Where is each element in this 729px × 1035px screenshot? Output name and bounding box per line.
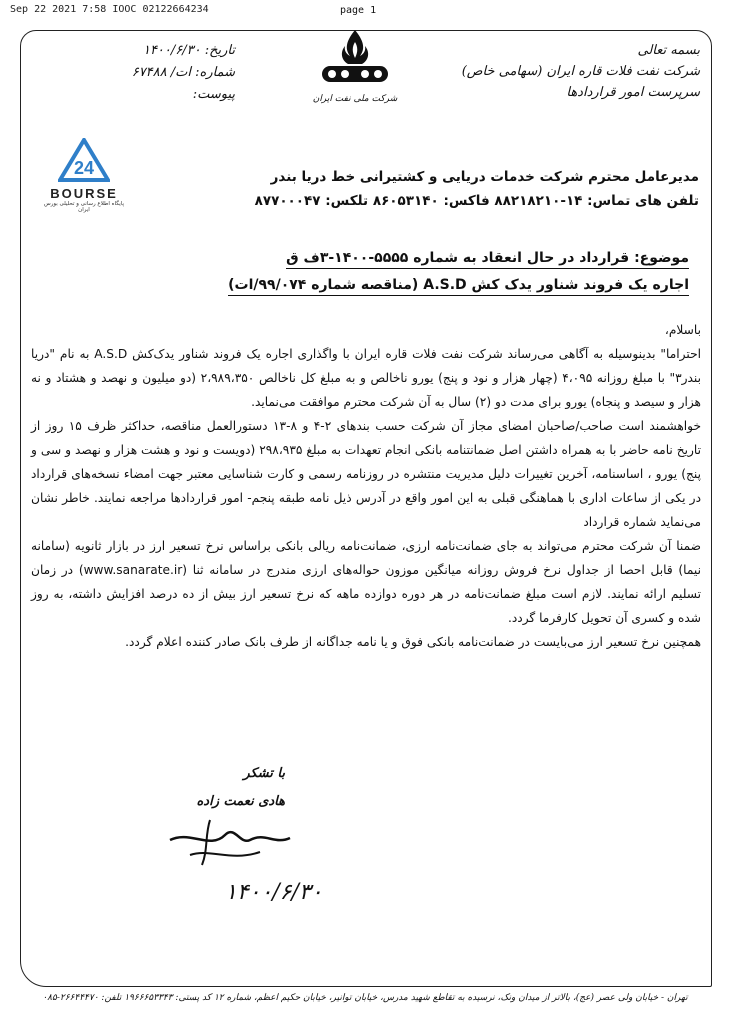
recipient-line1: مدیرعامل محترم شرکت خدمات دریایی و کشتیرانی خط دریا بندر bbox=[270, 169, 699, 185]
recipient-block bbox=[139, 165, 699, 213]
bourse-watermark bbox=[40, 138, 128, 213]
flame-logo-icon bbox=[310, 28, 400, 90]
company-block bbox=[440, 40, 700, 103]
number-label: شماره: bbox=[195, 65, 235, 80]
handwritten-signature-icon bbox=[150, 800, 310, 880]
recipient-line2: تلفن های تماس: ۱۴-۸۸۲۱۸۲۱۰ فاکس: ۸۶۰۵۳۱۴۰ تلکس: ۸۷۷۰۰۰۴۷ bbox=[254, 193, 699, 209]
subject-block bbox=[129, 245, 689, 299]
footer-address: تهران - خیابان ولی عصر (عج)، بالاتر از میدان ونک، نرسیده به تقاطع شهید مدرس، خیابان توانیر، خیابان حکیم اعظم، شماره ۱۲ کد پستی: ۱۹۶۶۶۵۳۳۴۳ تلفن: ۲۶۶۴۴۴۷۰-۰۸۵ bbox=[42, 993, 688, 1003]
date-row bbox=[60, 40, 235, 62]
page-label: page 1 bbox=[340, 5, 377, 16]
bourse-brand: BOURSE bbox=[50, 186, 118, 201]
attachment-row bbox=[60, 84, 235, 106]
bourse-logo-icon bbox=[58, 138, 110, 182]
subject-line1: موضوع: قرارداد در حال انعقاد به شماره ۵۵۵۵-۱۴۰۰-۳ف ق bbox=[286, 250, 689, 269]
nioc-logo bbox=[310, 28, 400, 104]
date-label: تاریخ: bbox=[204, 43, 235, 58]
company-name: شرکت نفت فلات قاره ایران (سهامی خاص) bbox=[461, 64, 700, 79]
closing: با تشکر bbox=[243, 766, 285, 781]
logo-caption: شرکت ملی نفت ایران bbox=[312, 94, 398, 104]
company-dept: سرپرست امور قراردادها bbox=[566, 85, 700, 100]
bourse-sub: پایگاه اطلاع رسانی و تحلیلی بورس ایران bbox=[44, 201, 124, 213]
body-paragraph-4: همچنین نرخ تسعیر ارز می‌بایست در ضمانت‌نامه بانکی فوق و یا نامه جداگانه از طرف بانک صادر کننده اعلام گردد. bbox=[125, 635, 701, 649]
letter-body bbox=[31, 318, 701, 654]
greeting: باسلام، bbox=[664, 323, 701, 337]
signer-name: هادی نعمت زاده bbox=[196, 794, 285, 809]
body-paragraph-2: خواهشمند است صاحب/صاحبان امضای مجاز آن شرکت حسب بندهای ۲-۴ و ۸-۱۳ دستورالعمل مناقصه، حداکثر ظرف ۱۵ روز از تاریخ نامه حاضر با به همراه داشتن اصل ضمانتنامه بانکی انجام تعهدات به مبلغ ۲۹۸،۹۳۵ (دویست و نود و هشت هزار و نهصد و سی و پنج) یورو ، اساسنامه، آخرین تغییرات دلیل مدیریت منتشره در روزنامه رسمی و کارت شناسایی معتبر جهت امضاء نسخه‌های قرارداد در یکی از ساعات اداری با هماهنگی قبلی به این امور واقع در آدرس ذیل نامه طبقه پنجم- امور قراردادها مراجعه نمایند. خاطر نشان می‌نماید شماره قرارداد bbox=[31, 419, 701, 529]
number-value: ات/ ۶۷۴۸۸ bbox=[131, 65, 192, 80]
subject-line2: اجاره یک فروند شناور یدک کش A.S.D (مناقصه شماره ۹۹/۰۷۴/ات) bbox=[228, 277, 689, 296]
fax-header: Sep 22 2021 7:58 IOOC 02122664234 bbox=[10, 4, 209, 15]
handwritten-date: ۱۴۰۰/۶/۳۰ bbox=[225, 880, 323, 905]
svg-text:24: 24 bbox=[73, 158, 95, 178]
body-paragraph-1: احتراما" بدینوسیله به آگاهی می‌رساند شرکت نفت فلات قاره ایران با واگذاری اجاره یک فروند شناور یدک‌کش A.S.D به نام "دریا بندر۳" با مبلغ روزانه ۴،۰۹۵ (چهار هزار و نود و پنج) یورو ناخالص و به مبلغ کل ناخالص ۲،۹۸۹،۳۵۰ (دو میلیون و نهصد و هشتاد و نه هزار و سیصد و پنجاه) یورو برای مدت دو (۲) سال به آن شرکت محترم موافقت می‌نماید. bbox=[31, 347, 701, 409]
body-paragraph-3: ضمنا آن شرکت محترم می‌تواند به جای ضمانت‌نامه ارزی، ضمانت‌نامه ریالی بانکی براساس نرخ تسعیر ارز در بازار ثانویه (سامانه نیما) قابل احصا از جداول نرخ فروش روزانه میانگین موزون حواله‌های ارزی مندرج در سامانه ثنا (www.sanarate.ir) در زمان تسلیم ارائه نمایند. لازم است مبلغ ضمانت‌نامه در هر دوره دوازده ماهه که نرخ تسعیر ارز بیش از ده درصد افزایش داشته، به روز شده و کسری آن تحویل کارفرما گردد. bbox=[31, 539, 701, 625]
number-row bbox=[60, 62, 235, 84]
bismillah: بسمه تعالی bbox=[637, 43, 700, 58]
date-value: ۱۴۰۰/۶/۳۰ bbox=[142, 43, 201, 58]
letter-meta bbox=[60, 40, 235, 106]
attachment-label: پیوست: bbox=[192, 87, 235, 102]
